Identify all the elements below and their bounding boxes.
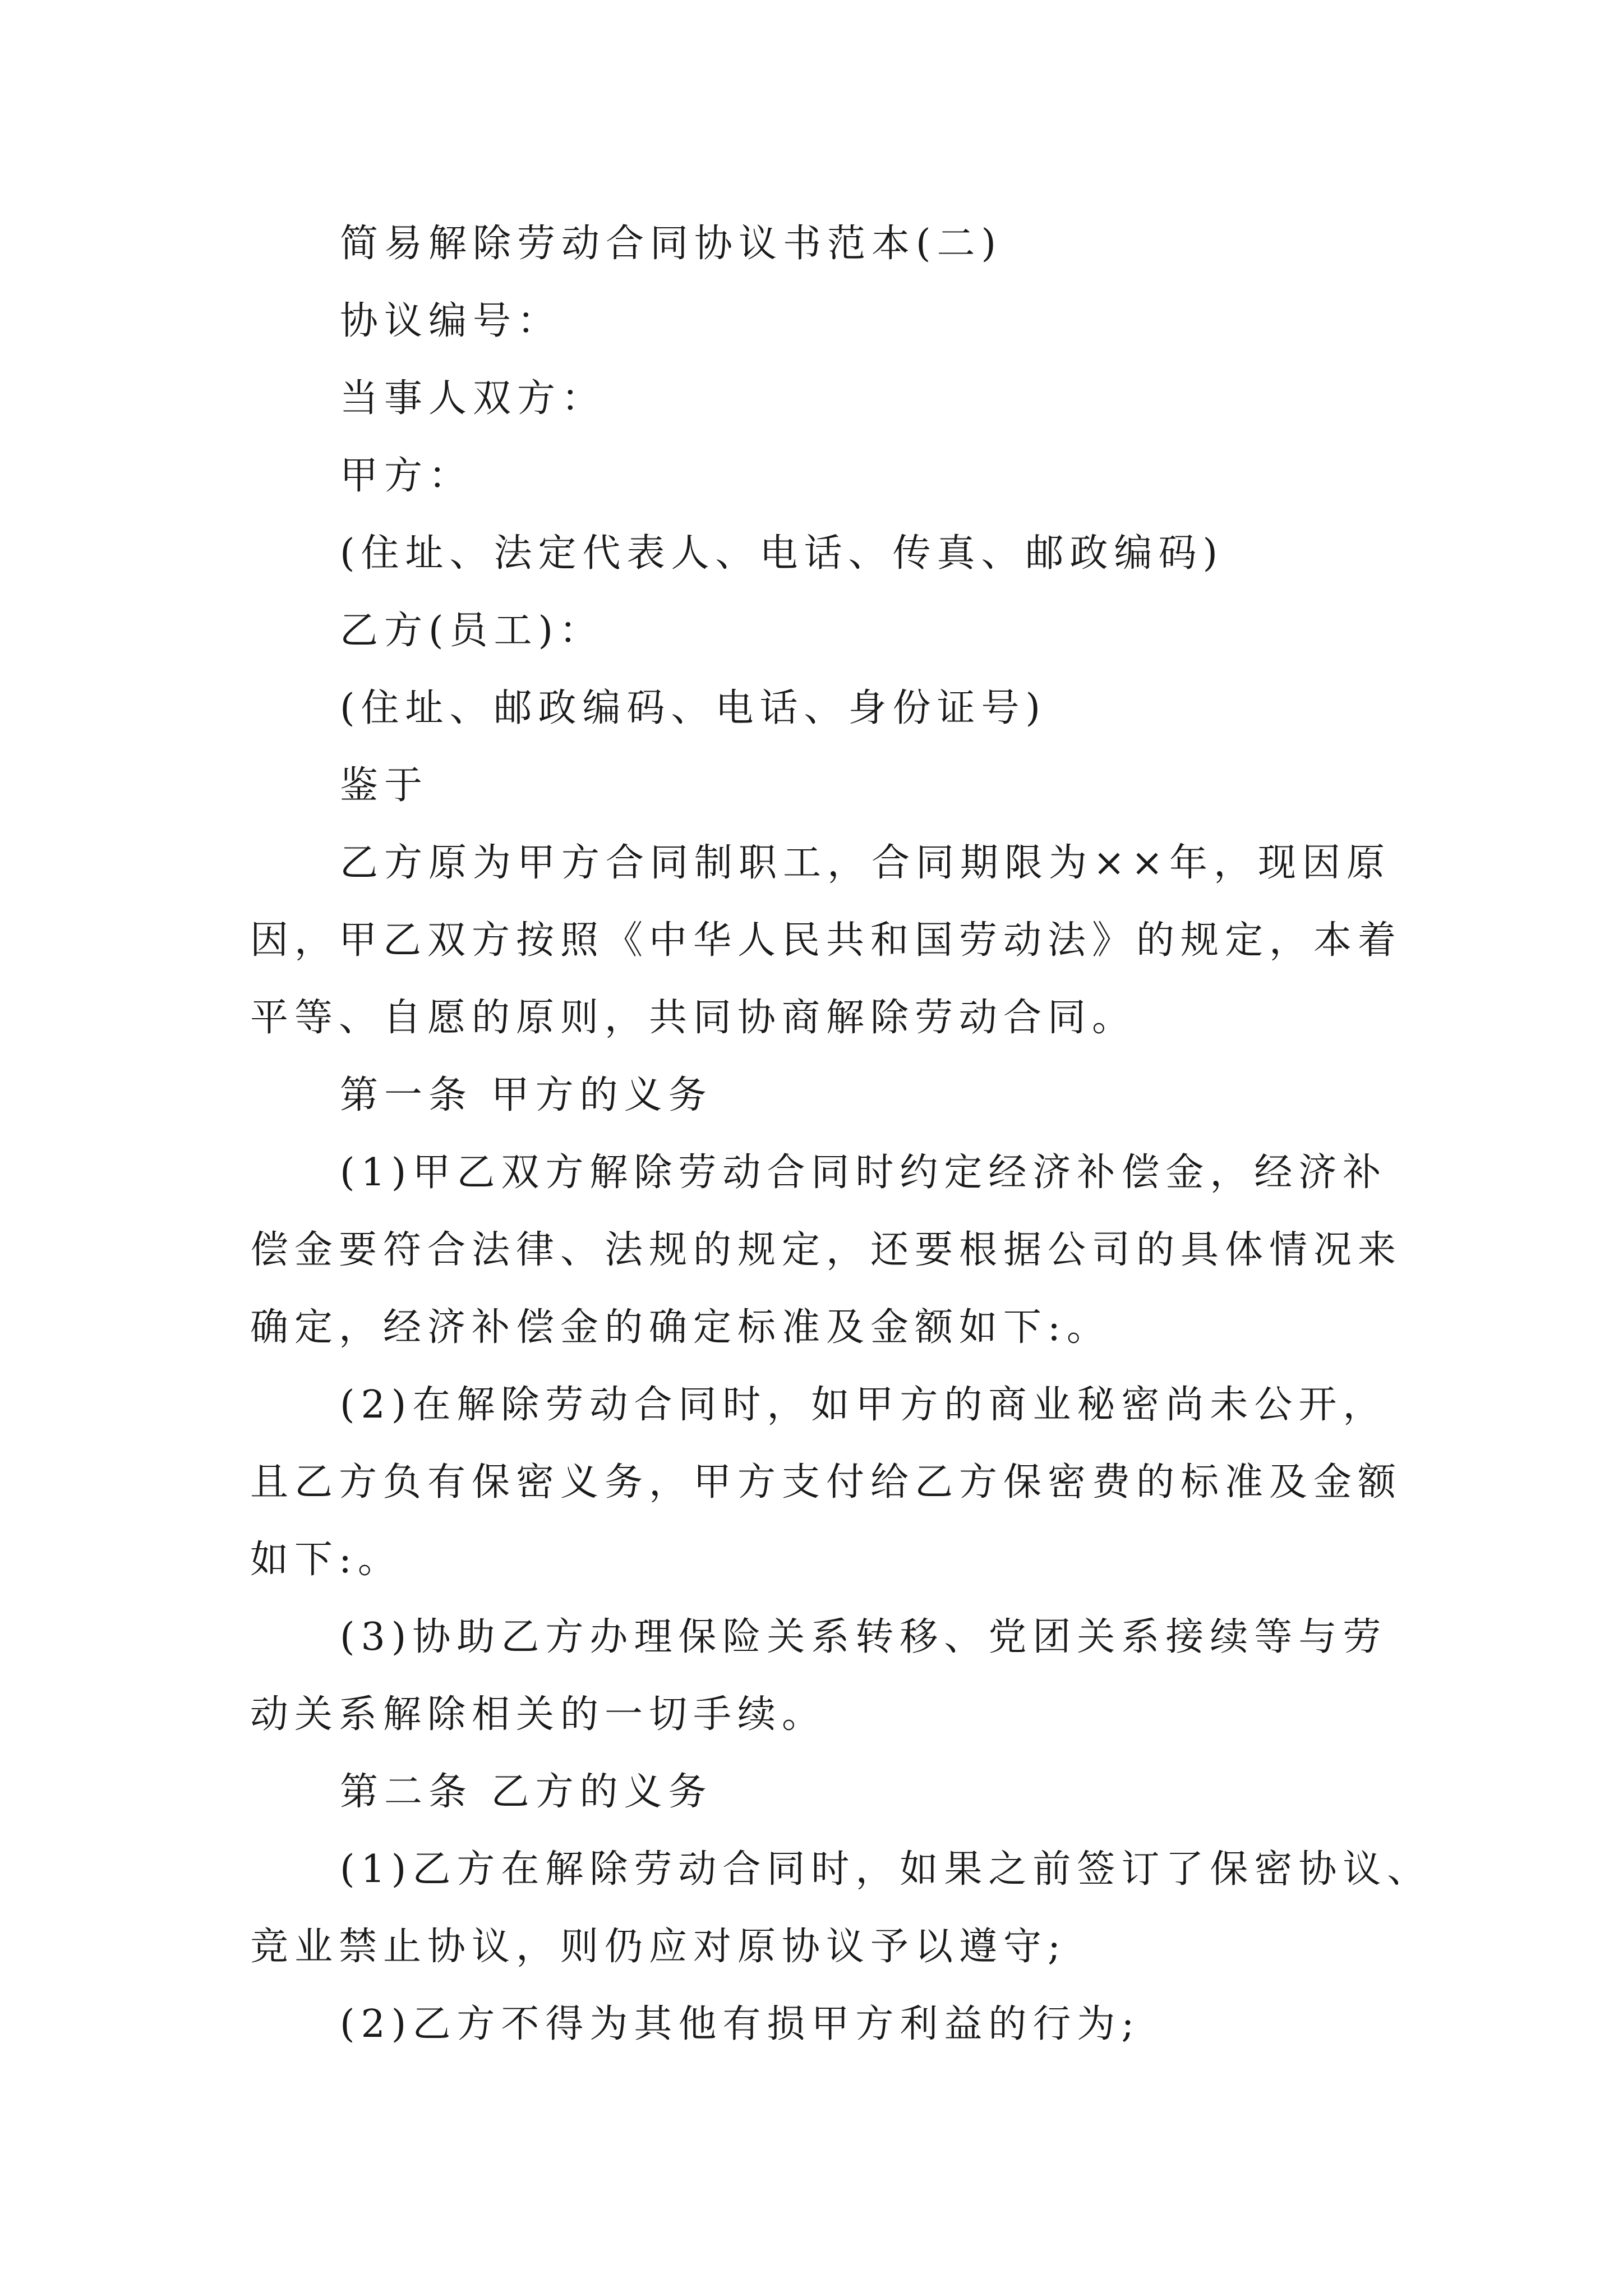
party-a-label: 甲方：: [340, 454, 473, 498]
recital-paragraph: [250, 825, 1403, 1057]
article-line: 偿金要符合法律、法规的规定，还要根据公司的具体情况来: [250, 1228, 1403, 1272]
article-line: (2)在解除劳动合同时，如甲方的商业秘密尚未公开，: [340, 1383, 1387, 1427]
recital-line: 因，甲乙双方按照《中华人民共和国劳动法》的规定，本着: [250, 918, 1403, 963]
article-2-item-2: (2)乙方不得为其他有损甲方利益的行为;: [340, 2002, 1141, 2046]
party-b-info: (住址、邮政编码、电话、身份证号): [340, 686, 1047, 730]
article-2-heading: 第二条 乙方的义务: [340, 1770, 713, 1814]
whereas-label: 鉴于: [340, 763, 429, 808]
article-1-item-3: [250, 1599, 1389, 1754]
document-body: [250, 205, 1432, 2063]
article-line: (1)乙方在解除劳动合同时，如果之前签订了保密协议、: [340, 1847, 1432, 1892]
recital-line: 平等、自愿的原则，共同协商解除劳动合同。: [250, 996, 1137, 1040]
parties-label: 当事人双方：: [340, 376, 606, 421]
article-line: 且乙方负有保密义务，甲方支付给乙方保密费的标准及金额: [250, 1460, 1403, 1504]
recital-line: 乙方原为甲方合同制职工，合同期限为××年，现因原: [340, 841, 1391, 885]
article-line: 动关系解除相关的一切手续。: [250, 1692, 827, 1737]
article-line: 竞业禁止协议，则仍应对原协议予以遵守;: [250, 1925, 1067, 1969]
article-line: 如下:。: [250, 1538, 402, 1582]
article-line: (3)协助乙方办理保险关系转移、党团关系接续等与劳: [340, 1615, 1387, 1659]
article-line: (1)甲乙双方解除劳动合同时约定经济补偿金，经济补: [340, 1151, 1387, 1195]
document-title: 简易解除劳动合同协议书范本(二): [340, 222, 1003, 266]
party-a-info: (住址、法定代表人、电话、传真、邮政编码): [340, 531, 1224, 576]
article-1-item-2: [250, 1366, 1403, 1599]
article-line: 确定，经济补偿金的确定标准及金额如下:。: [250, 1305, 1111, 1350]
agreement-number-label: 协议编号：: [340, 299, 562, 343]
article-1-heading: 第一条 甲方的义务: [340, 1073, 713, 1117]
party-b-label: 乙方(员工)：: [340, 609, 604, 653]
article-2-item-1: [250, 1831, 1432, 1986]
article-1-item-1: [250, 1134, 1403, 1366]
